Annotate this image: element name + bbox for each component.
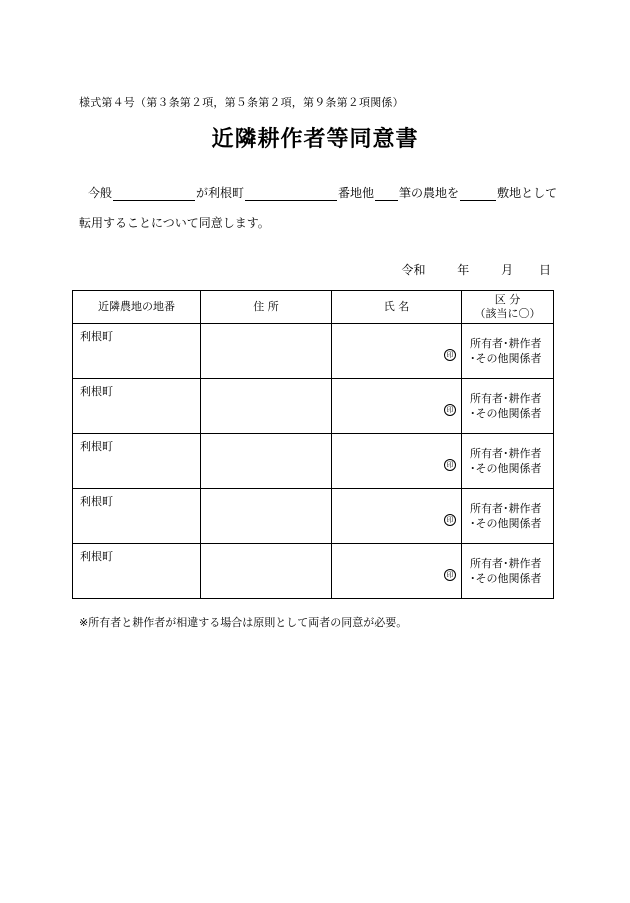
consent-prefix: 今般 xyxy=(88,186,113,200)
consent-part1: が利根町 xyxy=(196,186,245,200)
table-row xyxy=(73,544,554,599)
table-header-row xyxy=(73,291,554,324)
name-cell[interactable] xyxy=(332,434,462,489)
address-cell[interactable] xyxy=(201,379,332,434)
date-era: 令和 xyxy=(401,263,426,277)
header-category xyxy=(462,291,554,324)
purpose-blank[interactable] xyxy=(460,187,496,201)
lot-town-label: 利根町 xyxy=(80,440,113,453)
name-cell[interactable] xyxy=(332,324,462,379)
consent-part4: 敷地として xyxy=(497,186,558,200)
category-option-line1: 所有者･耕作者 xyxy=(470,502,542,515)
seal-icon: 印 xyxy=(444,404,456,416)
table-row xyxy=(73,324,554,379)
seal-icon: 印 xyxy=(444,569,456,581)
date-month: 月 xyxy=(501,263,514,277)
date-year: 年 xyxy=(457,263,470,277)
applicant-blank[interactable] xyxy=(113,187,195,201)
form-number: 様式第４号（第３条第２項，第５条第２項，第９条第２項関係） xyxy=(79,96,404,109)
lot-town-label: 利根町 xyxy=(80,330,113,343)
header-address: 住 所 xyxy=(201,291,332,324)
header-name: 氏 名 xyxy=(332,291,462,324)
name-cell[interactable] xyxy=(332,489,462,544)
consent-part2: 番地他 xyxy=(338,186,375,200)
category-cell[interactable] xyxy=(462,434,554,489)
category-cell[interactable] xyxy=(462,489,554,544)
table-row xyxy=(73,379,554,434)
category-option-line2: ･その他関係者 xyxy=(470,352,542,365)
category-option-line1: 所有者･耕作者 xyxy=(470,392,542,405)
document-title: 近隣耕作者等同意書 xyxy=(211,127,419,152)
category-option-line1: 所有者･耕作者 xyxy=(470,557,542,570)
category-cell[interactable] xyxy=(462,324,554,379)
lot-cell[interactable] xyxy=(73,434,201,489)
address-cell[interactable] xyxy=(201,434,332,489)
lot-cell[interactable] xyxy=(73,324,201,379)
name-cell[interactable] xyxy=(332,379,462,434)
consent-table xyxy=(72,290,554,599)
address-cell[interactable] xyxy=(201,489,332,544)
header-category-line1: 区 分 xyxy=(494,293,521,306)
date-line xyxy=(401,261,551,278)
category-option-line1: 所有者･耕作者 xyxy=(470,447,542,460)
table-row xyxy=(73,489,554,544)
table-row xyxy=(73,434,554,489)
lot-cell[interactable] xyxy=(73,489,201,544)
header-lot: 近隣農地の地番 xyxy=(73,291,201,324)
address-cell[interactable] xyxy=(201,324,332,379)
header-category-line2: （該当に〇） xyxy=(474,307,541,320)
consent-part3: 筆の農地を xyxy=(399,186,460,200)
lot-town-label: 利根町 xyxy=(80,550,113,563)
seal-icon: 印 xyxy=(444,349,456,361)
lot-cell[interactable] xyxy=(73,379,201,434)
footnote: ※所有者と耕作者が相違する場合は原則として両者の同意が必要。 xyxy=(79,616,408,629)
date-day: 日 xyxy=(538,263,551,277)
consent-statement-line2: 転用することについて同意します。 xyxy=(79,216,270,230)
address-cell[interactable] xyxy=(201,544,332,599)
category-option-line2: ･その他関係者 xyxy=(470,462,542,475)
category-option-line2: ･その他関係者 xyxy=(470,407,542,420)
category-cell[interactable] xyxy=(462,379,554,434)
lot-cell[interactable] xyxy=(73,544,201,599)
category-option-line2: ･その他関係者 xyxy=(470,572,542,585)
category-cell[interactable] xyxy=(462,544,554,599)
category-option-line2: ･その他関係者 xyxy=(470,517,542,530)
lot-town-label: 利根町 xyxy=(80,385,113,398)
lot-number-blank[interactable] xyxy=(245,187,337,201)
parcel-count-blank[interactable] xyxy=(375,187,398,201)
seal-icon: 印 xyxy=(444,514,456,526)
category-option-line1: 所有者･耕作者 xyxy=(470,337,542,350)
seal-icon: 印 xyxy=(444,459,456,471)
name-cell[interactable] xyxy=(332,544,462,599)
lot-town-label: 利根町 xyxy=(80,495,113,508)
consent-statement-line1 xyxy=(88,184,557,201)
